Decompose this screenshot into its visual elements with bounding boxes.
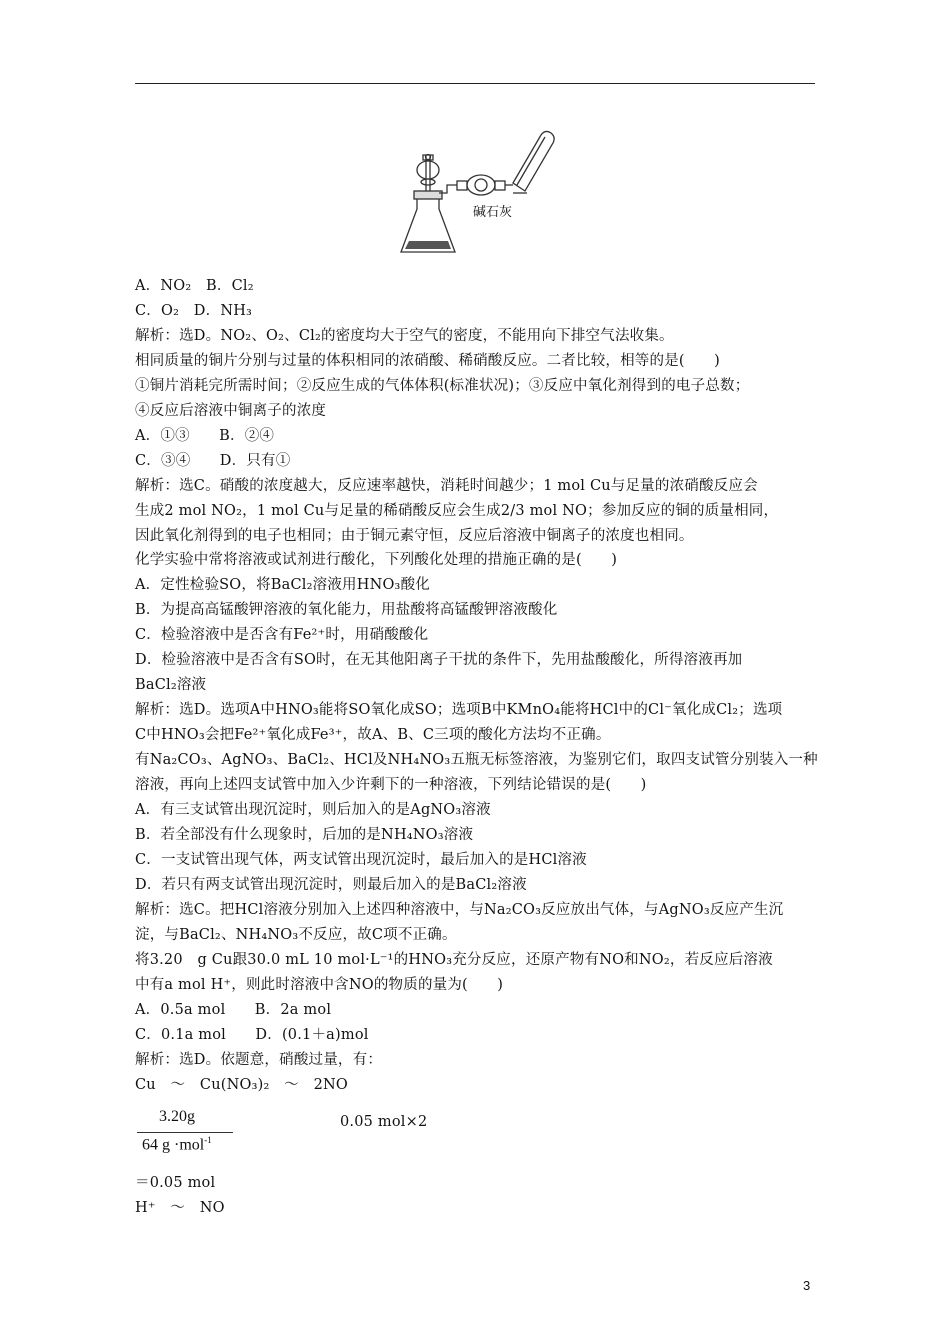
result-line: ＝0.05 mol (135, 1175, 216, 1191)
question-stem: 化学实验中常将溶液或试剂进行酸化，下列酸化处理的措施正确的是( ) (135, 552, 618, 568)
analysis-line: 解析：选D。选项A中HNO₃能将SO氧化成SO；选项B中KMnO₄能将HCl中的Cl⁻氧化成Cl₂；选项 (135, 702, 783, 718)
option-line: D．若只有两支试管出现沉淀时，则最后加入的是BaCl₂溶液 (135, 877, 527, 893)
text-line: BaCl₂溶液 (135, 677, 207, 693)
text-line: 溶液，再向上述四支试管中加入少许剩下的一种溶液，下列结论错误的是( ) (135, 777, 647, 793)
text-line: ④反应后溶液中铜离子的浓度 (135, 403, 327, 419)
option-line: C．0.1a mol D．(0.1＋a)mol (135, 1027, 369, 1043)
equation-line: Cu ～ Cu(NO₃)₂ ～ 2NO (135, 1077, 348, 1093)
fraction-denominator: 64 g ·mol$^{-1}$ (142, 1135, 212, 1154)
analysis-line: 解析：选C。把HCl溶液分别加入上述四种溶液中，与Na₂CO₃反应放出气体，与AgNO₃反应产生沉 (135, 902, 784, 918)
analysis-line: C中HNO₃会把Fe²⁺氧化成Fe³⁺，故A、B、C三项的酸化方法均不正确。 (135, 727, 611, 743)
fraction-numerator: 3.20g (159, 1108, 195, 1125)
option-line: B．若全部没有什么现象时，后加的是NH₄NO₃溶液 (135, 827, 474, 843)
fraction-bar (137, 1132, 233, 1133)
text-line: 中有a mol H⁺，则此时溶液中含NO的物质的量为( ) (135, 977, 504, 993)
analysis-line: 解析：选D。依题意，硝酸过量，有： (135, 1052, 383, 1068)
question-stem: 有Na₂CO₃、AgNO₃、BaCl₂、HCl及NH₄NO₃五瓶无标签溶液，为鉴别它们，取四支试管分别装入一种 (135, 752, 818, 768)
apparatus-figure (395, 127, 565, 262)
option-line: D．检验溶液中是否含有SO时，在无其他阳离子干扰的条件下，先用盐酸酸化，所得溶液再加 (135, 652, 743, 668)
text-line: 解析：选D。NO₂、O₂、Cl₂的密度均大于空气的密度，不能用向下排空气法收集。 (135, 328, 674, 344)
right-expression: 0.05 mol×2 (340, 1114, 428, 1130)
text-line: A．NO₂ B．Cl₂ (135, 278, 254, 294)
page-number: 3 (803, 1278, 811, 1293)
option-line: A．有三支试管出现沉淀时，则后加入的是AgNO₃溶液 (135, 802, 491, 818)
option-line: A．①③ B．②④ (135, 428, 275, 444)
option-line: A．0.5a mol B．2a mol (135, 1002, 332, 1018)
text-line: C．O₂ D．NH₃ (135, 303, 253, 319)
apparatus-drawing (395, 127, 565, 262)
analysis-line: 解析：选C。硝酸的浓度越大，反应速率越快，消耗时间越少；1 mol Cu与足量的浓硝酸反应会 (135, 478, 758, 494)
option-line: B．为提高高锰酸钾溶液的氧化能力，用盐酸将高锰酸钾溶液酸化 (135, 602, 558, 618)
analysis-line: 淀，与BaCl₂、NH₄NO₃不反应，故C项不正确。 (135, 927, 457, 943)
equation-line: H⁺ ～ NO (135, 1200, 225, 1216)
question-stem: 相同质量的铜片分别与过量的体积相同的浓硝酸、稀硝酸反应。二者比较，相等的是( ) (135, 353, 721, 369)
option-line: C．③④ D．只有① (135, 453, 291, 469)
analysis-line: 生成2 mol NO₂，1 mol Cu与足量的稀硝酸反应会生成2/3 mol NO；参加反应的铜的质量相同， (135, 503, 779, 519)
option-line: C．检验溶液中是否含有Fe²⁺时，用硝酸酸化 (135, 627, 429, 643)
header-rule (135, 83, 815, 84)
option-line: C．一支试管出现气体，两支试管出现沉淀时，最后加入的是HCl溶液 (135, 852, 587, 868)
text-line: ①铜片消耗完所需时间；②反应生成的气体体积(标准状况)；③反应中氧化剂得到的电子总数； (135, 378, 750, 394)
figure-label: 碱石灰 (473, 205, 513, 220)
question-stem: 将3.20 g Cu跟30.0 mL 10 mol·L⁻¹的HNO₃充分反应，还原产物有NO和NO₂，若反应后溶液 (135, 952, 773, 968)
option-line: A．定性检验SO，将BaCl₂溶液用HNO₃酸化 (135, 577, 430, 593)
analysis-line: 因此氧化剂得到的电子也相同；由于铜元素守恒，反应后溶液中铜离子的浓度也相同。 (135, 528, 694, 544)
